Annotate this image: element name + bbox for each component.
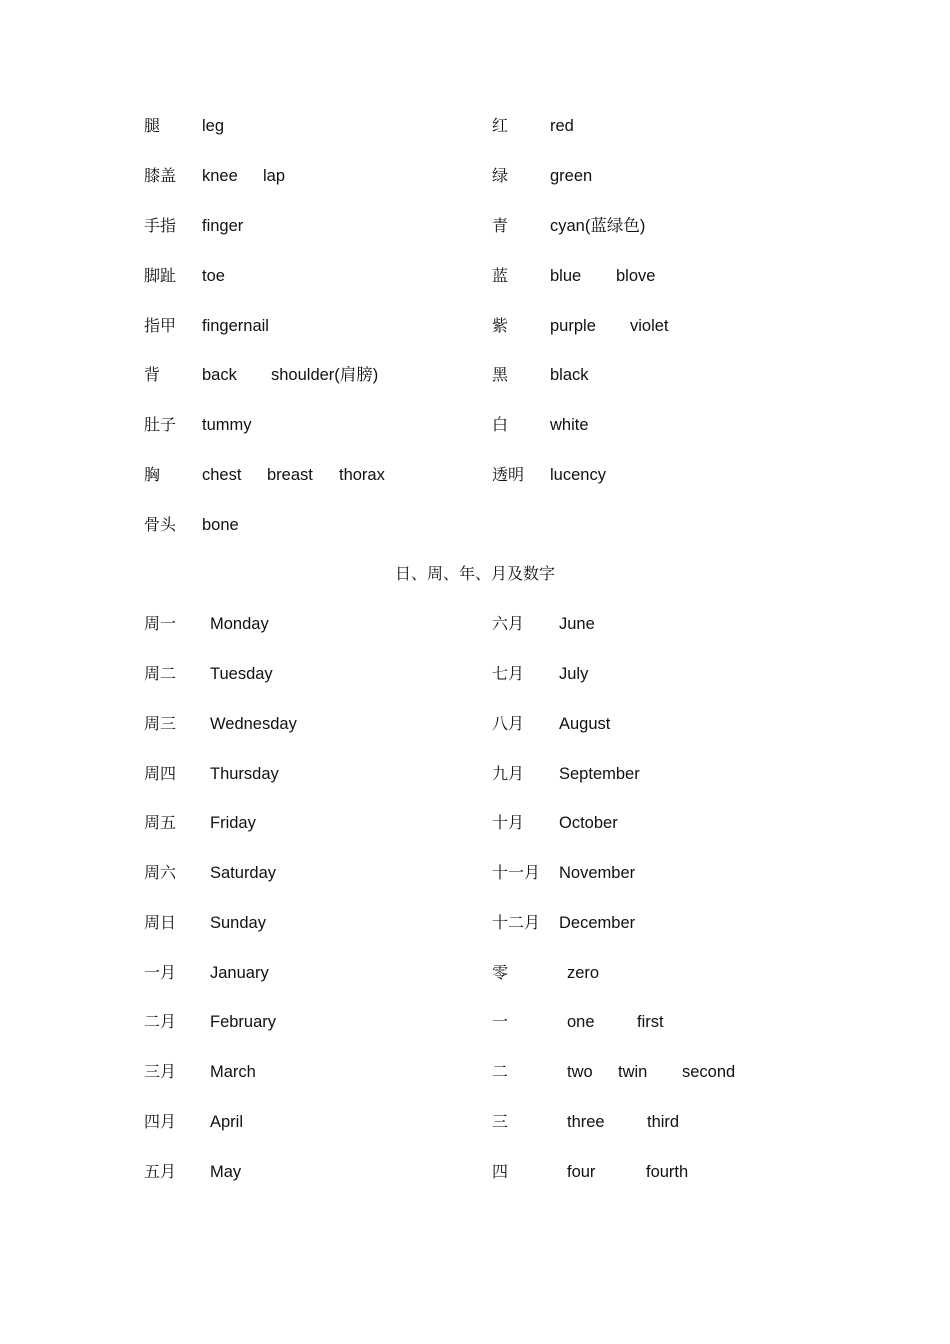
- term-zh: 周四: [144, 764, 177, 783]
- color-zh: 黑: [492, 365, 509, 384]
- color-en: purple: [550, 317, 596, 335]
- term-zh: 四: [492, 1162, 509, 1181]
- color-en: blove: [616, 267, 656, 285]
- body-part-zh: 肚子: [144, 415, 177, 434]
- term-en: June: [559, 615, 595, 633]
- body-part-zh: 骨头: [144, 515, 177, 534]
- term-en: January: [210, 964, 269, 982]
- section-title: 日、周、年、月及数字: [394, 564, 555, 583]
- color-en: violet: [630, 317, 669, 335]
- body-part-en: finger: [202, 217, 244, 235]
- term-zh: 周六: [144, 863, 177, 882]
- term-en: February: [210, 1013, 277, 1031]
- term-en: Thursday: [210, 765, 279, 783]
- body-part-zh: 手指: [144, 216, 177, 235]
- body-part-zh: 胸: [144, 465, 161, 484]
- term-en: April: [210, 1113, 244, 1131]
- body-part-zh: 腿: [144, 116, 161, 135]
- term-en: zero: [567, 964, 600, 982]
- body-part-en: tummy: [202, 416, 252, 434]
- color-zh: 紫: [492, 316, 509, 335]
- term-zh: 二月: [144, 1012, 177, 1031]
- term-en: four: [567, 1163, 596, 1181]
- term-zh: 周五: [144, 813, 177, 832]
- term-en: Monday: [210, 615, 269, 633]
- body-part-en: lap: [263, 167, 286, 185]
- body-part-en: shoulder(肩膀): [271, 366, 379, 384]
- term-en: Wednesday: [210, 715, 297, 733]
- term-en: one: [567, 1013, 595, 1031]
- body-part-zh: 指甲: [144, 316, 177, 335]
- color-zh: 青: [492, 216, 509, 235]
- term-zh: 零: [492, 963, 509, 982]
- color-en: lucency: [550, 466, 606, 484]
- color-en: red: [550, 117, 574, 135]
- color-zh: 绿: [492, 166, 509, 185]
- term-zh: 七月: [492, 664, 525, 683]
- term-zh: 周日: [144, 913, 177, 932]
- term-en: three: [567, 1113, 605, 1131]
- body-part-en: knee: [202, 167, 238, 185]
- term-zh: 四月: [144, 1112, 177, 1131]
- body-part-en: back: [202, 366, 237, 384]
- term-zh: 十一月: [492, 863, 541, 882]
- body-part-en: bone: [202, 516, 239, 534]
- term-en: twin: [618, 1063, 648, 1081]
- term-en: October: [559, 814, 618, 832]
- color-en: white: [550, 416, 589, 434]
- body-part-zh: 背: [144, 365, 161, 384]
- body-part-en: fingernail: [202, 317, 269, 335]
- body-part-zh: 膝盖: [144, 166, 177, 185]
- term-en: September: [559, 765, 640, 783]
- term-zh: 六月: [492, 614, 525, 633]
- term-zh: 一: [492, 1012, 509, 1031]
- term-zh: 九月: [492, 764, 525, 783]
- body-part-en: toe: [202, 267, 225, 285]
- color-zh: 红: [492, 116, 509, 135]
- body-part-en: breast: [267, 466, 313, 484]
- term-en: November: [559, 864, 636, 882]
- color-en: cyan(蓝绿色): [550, 217, 646, 235]
- term-en: December: [559, 914, 636, 932]
- term-zh: 三: [492, 1112, 509, 1131]
- term-en: May: [210, 1163, 242, 1181]
- color-zh: 白: [492, 415, 509, 434]
- term-zh: 十月: [492, 813, 525, 832]
- term-zh: 二: [492, 1062, 509, 1081]
- term-zh: 五月: [144, 1162, 177, 1181]
- color-zh: 蓝: [492, 266, 509, 285]
- term-en: Saturday: [210, 864, 277, 882]
- term-en: Sunday: [210, 914, 266, 932]
- term-en: July: [559, 665, 589, 683]
- term-zh: 周二: [144, 664, 177, 683]
- body-part-en: chest: [202, 466, 242, 484]
- term-zh: 八月: [492, 714, 525, 733]
- term-en: first: [637, 1013, 664, 1031]
- term-en: March: [210, 1063, 256, 1081]
- term-zh: 十二月: [492, 913, 541, 932]
- term-en: third: [647, 1113, 680, 1131]
- body-part-zh: 脚趾: [144, 266, 177, 285]
- term-zh: 周三: [144, 714, 177, 733]
- color-en: green: [550, 167, 593, 185]
- term-zh: 一月: [144, 963, 177, 982]
- term-en: Tuesday: [210, 665, 273, 683]
- term-en: second: [682, 1063, 736, 1081]
- term-en: two: [567, 1063, 593, 1081]
- color-en: blue: [550, 267, 582, 285]
- term-en: August: [559, 715, 611, 733]
- term-en: Friday: [210, 814, 256, 832]
- color-zh: 透明: [492, 465, 525, 484]
- term-zh: 周一: [144, 614, 177, 633]
- body-part-en: leg: [202, 117, 225, 135]
- term-zh: 三月: [144, 1062, 177, 1081]
- body-part-en: thorax: [339, 466, 385, 484]
- color-en: black: [550, 366, 589, 384]
- term-en: fourth: [646, 1163, 689, 1181]
